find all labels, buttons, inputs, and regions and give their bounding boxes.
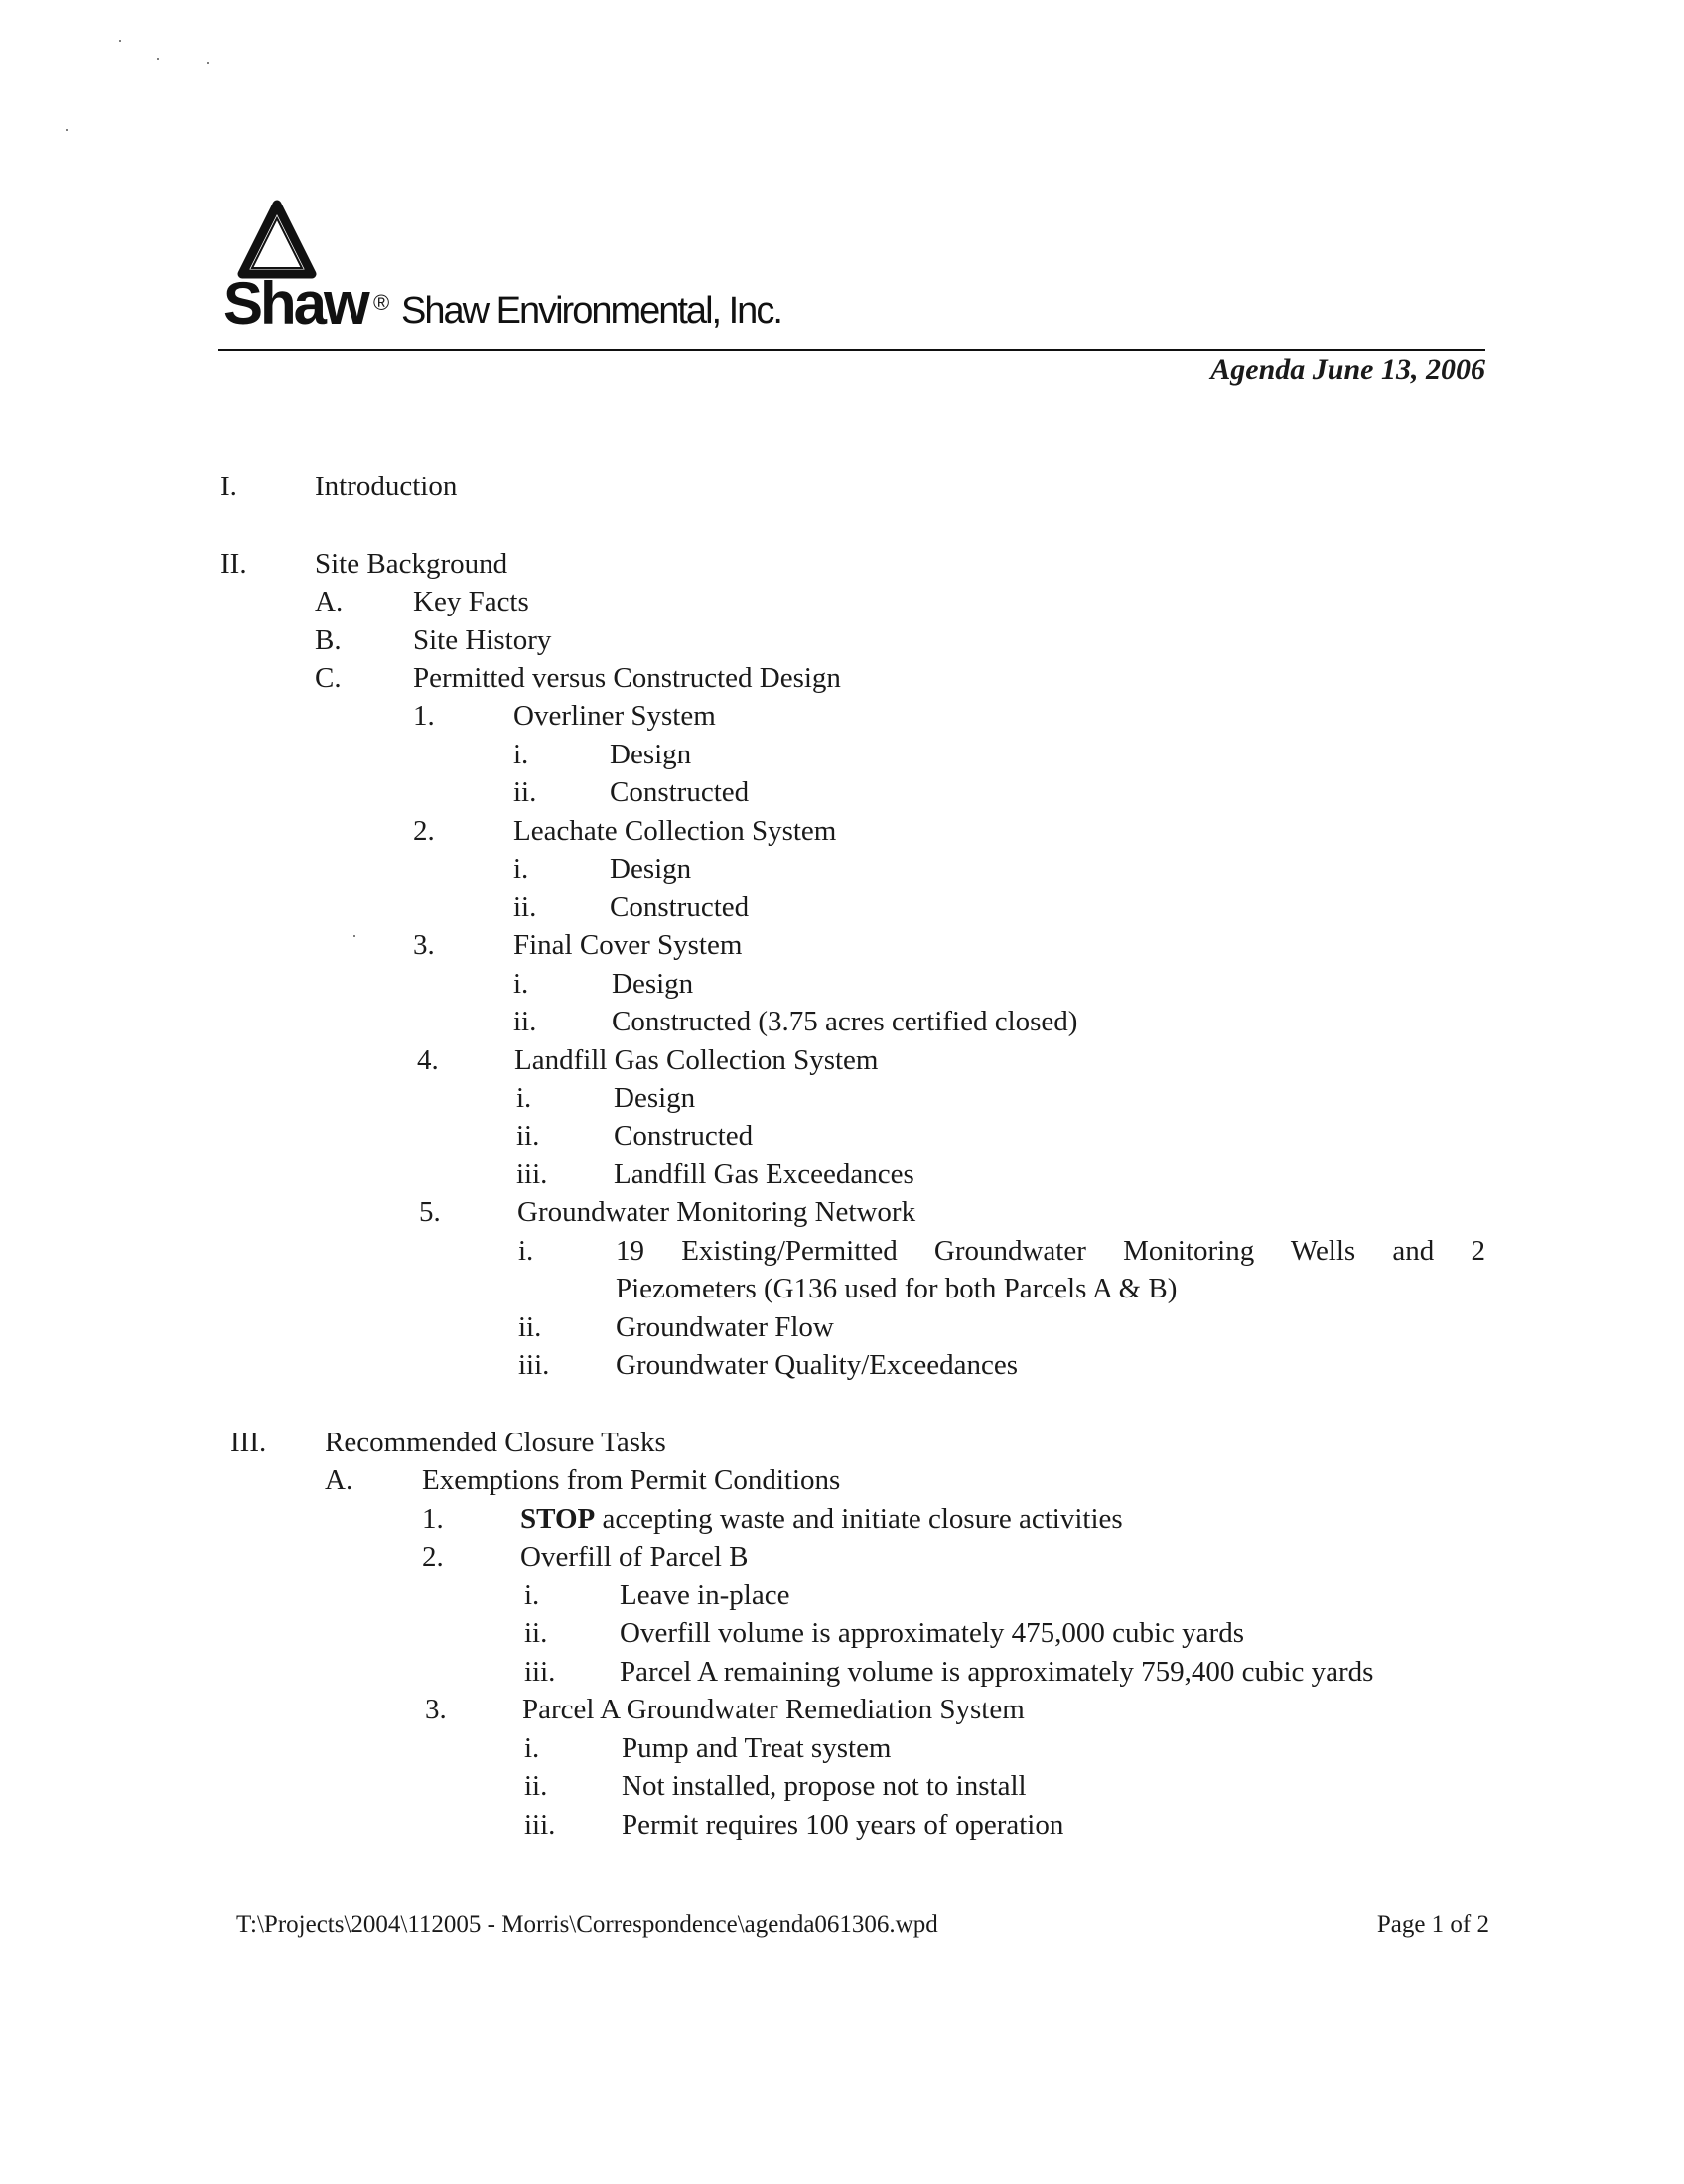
item-text: 19 Existing/Permitted Groundwater Monitoring Wells and 2 xyxy=(616,1235,1485,1267)
item-text: Site History xyxy=(413,624,552,656)
item-text: Permit requires 100 years of operation xyxy=(622,1809,1064,1841)
item-text: Introduction xyxy=(315,471,458,502)
item-marker: B. xyxy=(315,624,342,656)
item-text: Overliner System xyxy=(513,700,716,732)
item-marker: i. xyxy=(524,1732,540,1764)
item-marker: ii. xyxy=(524,1770,548,1802)
item-text: Constructed xyxy=(614,1120,754,1152)
item-marker: 2. xyxy=(422,1541,444,1572)
item-text: Parcel A remaining volume is approximately 759,400 cubic yards xyxy=(620,1656,1374,1688)
item-marker: ii. xyxy=(518,1311,542,1343)
item-text: Constructed xyxy=(610,891,750,923)
scan-speck xyxy=(119,40,121,42)
logo-wordmark: Shaw xyxy=(223,270,367,337)
item-marker: 1. xyxy=(413,700,435,732)
item-marker: ii. xyxy=(513,1006,537,1037)
item-marker: 3. xyxy=(425,1694,447,1725)
footer-file-path: T:\Projects\2004\112005 - Morris\Correspondence\agenda061306.wpd xyxy=(236,1911,938,1938)
scan-speck xyxy=(353,935,355,937)
scan-speck xyxy=(157,58,159,60)
item-text: Landfill Gas Exceedances xyxy=(614,1159,914,1190)
item-text: Parcel A Groundwater Remediation System xyxy=(522,1694,1025,1725)
item-marker: ii. xyxy=(513,776,537,808)
item-marker: i. xyxy=(516,1082,532,1114)
item-marker: iii. xyxy=(524,1656,556,1688)
item-text: Design xyxy=(612,968,694,1000)
item-text: Groundwater Flow xyxy=(616,1311,834,1343)
item-text: Design xyxy=(610,853,692,885)
item-marker: i. xyxy=(524,1579,540,1611)
item-marker: A. xyxy=(325,1464,353,1496)
footer-page-number: Page 1 of 2 xyxy=(1376,1911,1489,1938)
item-text: Overfill of Parcel B xyxy=(520,1541,749,1572)
item-marker: ii. xyxy=(524,1617,548,1649)
item-text: Final Cover System xyxy=(513,929,743,961)
item-marker: 3. xyxy=(413,929,435,961)
item-marker: A. xyxy=(315,586,344,617)
item-text: Groundwater Quality/Exceedances xyxy=(616,1349,1019,1381)
item-marker: III. xyxy=(230,1427,267,1458)
item-text: Key Facts xyxy=(413,586,529,617)
item-text: Leachate Collection System xyxy=(513,815,837,847)
header-rule xyxy=(218,349,1485,351)
item-marker: iii. xyxy=(524,1809,556,1841)
item-text: Design xyxy=(614,1082,696,1114)
item-text xyxy=(520,1504,1123,1536)
item-marker: 4. xyxy=(417,1044,439,1076)
item-marker: C. xyxy=(315,662,342,694)
item-text: Permitted versus Constructed Design xyxy=(413,662,841,694)
item-marker: 1. xyxy=(422,1503,444,1535)
item-text: Pump and Treat system xyxy=(622,1732,892,1764)
company-name: Shaw Environmental, Inc. xyxy=(401,290,781,332)
registered-mark: ® xyxy=(373,290,390,315)
item-text: Leave in-place xyxy=(620,1579,790,1611)
item-text: Recommended Closure Tasks xyxy=(325,1427,666,1458)
item-text: Design xyxy=(610,739,692,770)
item-marker: II. xyxy=(220,548,247,580)
item-marker: i. xyxy=(518,1235,534,1267)
item-text-rest: accepting waste and initiate closure activities xyxy=(595,1503,1123,1535)
item-marker: iii. xyxy=(516,1159,548,1190)
item-text: Exemptions from Permit Conditions xyxy=(422,1464,841,1496)
item-text: Overfill volume is approximately 475,000 cubic yards xyxy=(620,1617,1244,1649)
item-text: Constructed (3.75 acres certified closed) xyxy=(612,1006,1078,1037)
stop-emphasis: STOP xyxy=(520,1503,596,1535)
scan-speck xyxy=(66,129,68,131)
item-marker: 2. xyxy=(413,815,435,847)
item-text: Constructed xyxy=(610,776,750,808)
item-marker: ii. xyxy=(513,891,537,923)
agenda-date: Agenda June 13, 2006 xyxy=(1210,353,1485,386)
item-marker: 5. xyxy=(419,1196,441,1228)
item-text: Site Background xyxy=(315,548,508,580)
item-marker: i. xyxy=(513,968,529,1000)
item-text: Landfill Gas Collection System xyxy=(514,1044,879,1076)
scan-speck xyxy=(207,62,209,64)
item-marker: iii. xyxy=(518,1349,550,1381)
item-marker: ii. xyxy=(516,1120,540,1152)
item-marker: I. xyxy=(220,471,237,502)
item-text: Piezometers (G136 used for both Parcels A & B) xyxy=(616,1273,1178,1304)
item-text: Not installed, propose not to install xyxy=(622,1770,1027,1802)
item-marker: i. xyxy=(513,853,529,885)
item-text: Groundwater Monitoring Network xyxy=(517,1196,916,1228)
item-marker: i. xyxy=(513,739,529,770)
